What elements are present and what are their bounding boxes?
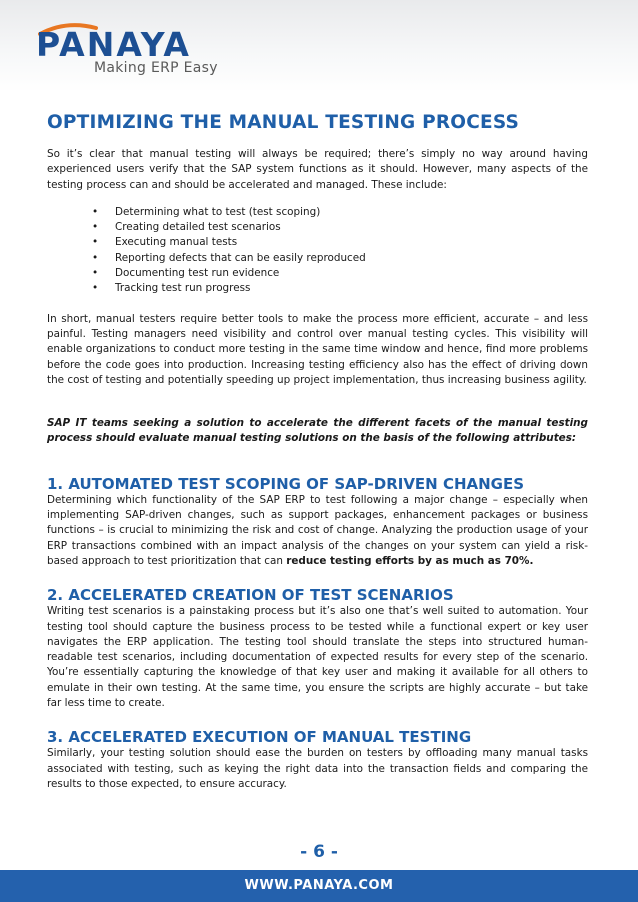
bullet-icon: • <box>92 221 99 234</box>
footer-url[interactable]: WWW.PANAYA.COM <box>0 870 638 902</box>
panaya-logo <box>36 25 218 76</box>
bullet-icon: • <box>92 236 99 249</box>
section-text-1 <box>47 493 588 569</box>
callout-paragraph: SAP IT teams seeking a solution to accelerate the different facets of the manual testing process should evaluate manual testing solutions on the basis of the following attributes: <box>47 417 588 445</box>
list-item-text: Determining what to test (test scoping) <box>115 205 321 218</box>
logo-tagline: Making ERP Easy <box>94 60 218 76</box>
section-heading-1: 1. AUTOMATED TEST SCOPING OF SAP-DRIVEN CHANGES <box>47 474 525 493</box>
page-header <box>0 0 638 92</box>
logo-wordmark: PANAYA <box>36 25 191 64</box>
section-heading-2: 2. ACCELERATED CREATION OF TEST SCENARIOS <box>47 586 454 605</box>
summary-paragraph: In short, manual testers require better tools to make the process more efficient, accurate – and less painful. Testing managers need visibility and control over manual testing cycles. This visibility will enable organizations to conduct more testing in the same time window and hence, find more problems before the code goes into production. Increasing testing efficiency also has the effect of driving down the cost of testing and potentially speeding up project implementation, thus increasing business agility. <box>47 312 588 386</box>
bullet-list <box>47 205 588 297</box>
bullet-icon: • <box>92 205 99 218</box>
intro-paragraph: So it’s clear that manual testing will always be required; there’s simply no way around having experienced users verify that the SAP system functions as it should. However, many aspects of the testing process can and should be accelerated and managed. These include: <box>47 148 588 191</box>
section-text-3: Similarly, your testing solution should ease the burden on testers by offloading many manual tasks associated with testing, such as keying the right data into the transaction fields and comparing the results to those expected, to ensure accuracy. <box>47 747 588 790</box>
bullet-icon: • <box>92 282 99 295</box>
section-text-2: Writing test scenarios is a painstaking process but it’s also one that’s well suited to automation. Your testing tool should capture the business process to be tested while a functional expert or key user navigates the ERP application. The testing tool should translate the steps into structured human-readable test scenarios, including documentation of expected results for every step of the scenario. You’re essentially capturing the knowledge of that key user and making it available for all others to emulate in their own testing. At the same time, you ensure the scripts are highly accurate – but take far less time to create. <box>47 605 588 710</box>
list-item-text: Tracking test run progress <box>115 282 251 295</box>
list-item-text: Reporting defects that can be easily reproduced <box>115 251 366 264</box>
page-content <box>47 112 588 792</box>
list-item <box>47 251 588 266</box>
page-title: OPTIMIZING THE MANUAL TESTING PROCESS <box>47 112 520 133</box>
list-item-text: Documenting test run evidence <box>115 267 280 280</box>
section-heading-3: 3. ACCELERATED EXECUTION OF MANUAL TESTING <box>47 728 472 747</box>
list-item-text: Executing manual tests <box>115 236 238 249</box>
list-item-text: Creating detailed test scenarios <box>115 221 281 234</box>
list-item <box>47 266 588 281</box>
list-item <box>47 220 588 235</box>
section-text-1-body: Determining which functionality of the SAP ERP to test following a major change – especially when implementing SAP-driven changes, such as support packages, enhancement packages or business functions – is crucial to minimizing the risk and cost of change. Analyzing the production usage of your ERP transactions combined with an impact analysis of the changes on your system can yield a risk-based approach to test prioritization that can <box>47 493 588 567</box>
bullet-icon: • <box>92 251 99 264</box>
list-item <box>47 235 588 250</box>
section-text-1-emphasis: reduce testing efforts by as much as 70%. <box>286 554 534 567</box>
page-number: - 6 - <box>300 842 338 862</box>
list-item <box>47 205 588 220</box>
list-item <box>47 281 588 296</box>
bullet-icon: • <box>92 267 99 280</box>
